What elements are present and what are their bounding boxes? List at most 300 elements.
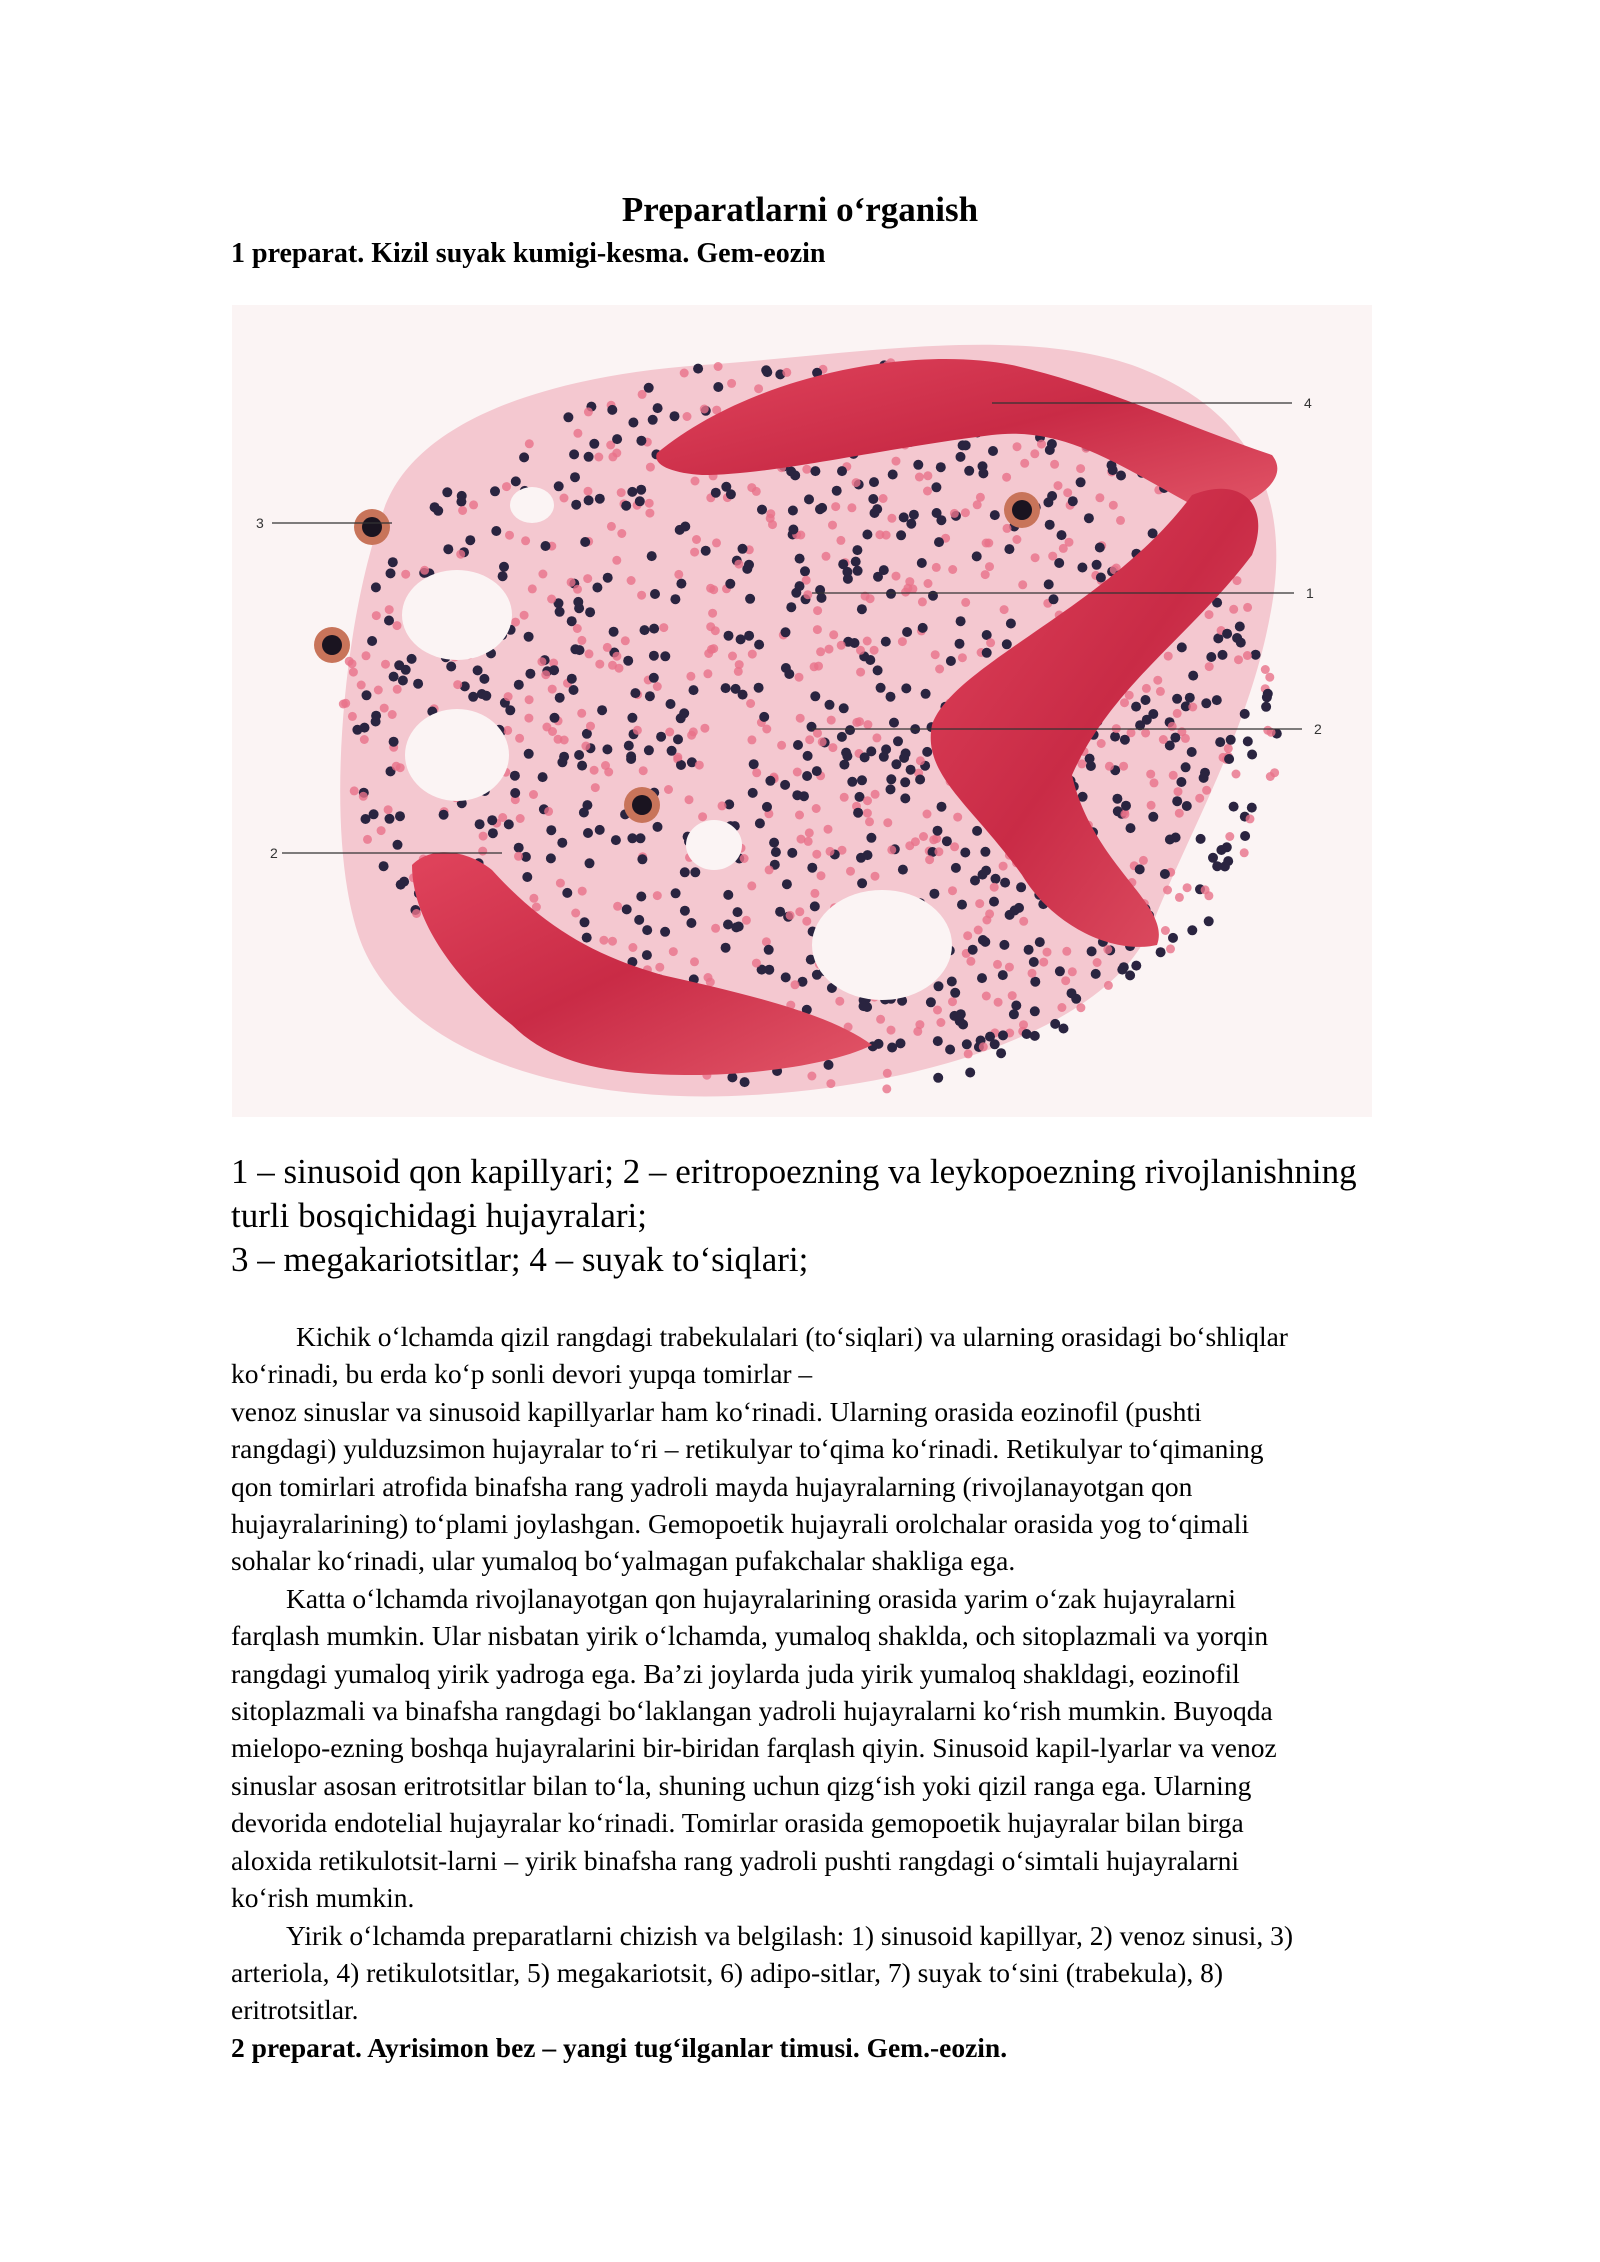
hematopoietic-cell bbox=[514, 843, 524, 853]
erythrocyte bbox=[584, 407, 593, 416]
erythrocyte bbox=[608, 937, 617, 946]
erythrocyte bbox=[691, 477, 700, 486]
hematopoietic-cell bbox=[1176, 777, 1186, 787]
hematopoietic-cell bbox=[570, 472, 580, 482]
hematopoietic-cell bbox=[481, 691, 491, 701]
erythrocyte bbox=[950, 509, 959, 518]
hematopoietic-cell bbox=[863, 850, 873, 860]
hematopoietic-cell bbox=[956, 1009, 966, 1019]
hematopoietic-cell bbox=[636, 485, 646, 495]
erythrocyte bbox=[544, 807, 553, 816]
hematopoietic-cell bbox=[673, 734, 683, 744]
erythrocyte bbox=[456, 550, 465, 559]
erythrocyte bbox=[1065, 538, 1074, 547]
hematopoietic-cell bbox=[582, 933, 592, 943]
erythrocyte bbox=[919, 832, 928, 841]
erythrocyte bbox=[525, 695, 534, 704]
erythrocyte bbox=[708, 609, 717, 618]
erythrocyte bbox=[835, 997, 844, 1006]
erythrocyte bbox=[502, 482, 511, 491]
erythrocyte bbox=[690, 957, 699, 966]
hematopoietic-cell bbox=[978, 461, 988, 471]
hematopoietic-cell bbox=[839, 703, 849, 713]
hematopoietic-cell bbox=[389, 737, 399, 747]
erythrocyte bbox=[1266, 772, 1275, 781]
hematopoietic-cell bbox=[862, 530, 872, 540]
erythrocyte bbox=[932, 563, 941, 572]
erythrocyte bbox=[687, 731, 696, 740]
erythrocyte bbox=[524, 714, 533, 723]
erythrocyte bbox=[976, 493, 985, 502]
hematopoietic-cell bbox=[980, 847, 990, 857]
hematopoietic-cell bbox=[754, 640, 764, 650]
hematopoietic-cell bbox=[787, 848, 797, 858]
erythrocyte bbox=[349, 668, 358, 677]
hematopoietic-cell bbox=[511, 476, 521, 486]
erythrocyte bbox=[979, 1042, 988, 1051]
hematopoietic-cell bbox=[575, 645, 585, 655]
erythrocyte bbox=[1119, 762, 1128, 771]
hematopoietic-cell bbox=[837, 732, 847, 742]
hematopoietic-cell bbox=[1030, 977, 1040, 987]
hematopoietic-cell bbox=[468, 692, 478, 702]
erythrocyte bbox=[734, 667, 743, 676]
erythrocyte bbox=[706, 584, 715, 593]
erythrocyte bbox=[680, 369, 689, 378]
erythrocyte bbox=[1147, 801, 1156, 810]
erythrocyte bbox=[856, 646, 865, 655]
text-line: mielopo-ezning boshqa hujayralarini bir-biridan farqlash qiyin. Sinusoid kapil-lyarlar va venoz bbox=[231, 1732, 1277, 1764]
hematopoietic-cell bbox=[1068, 496, 1078, 506]
hematopoietic-cell bbox=[998, 970, 1008, 980]
hematopoietic-cell bbox=[1141, 695, 1151, 705]
text-line: venoz sinuslar va sinusoid kapillyarlar ham ko‘rinadi. Ularning orasida eozinofil (pushti bbox=[231, 1395, 1202, 1427]
hematopoietic-cell bbox=[886, 784, 896, 794]
hematopoietic-cell bbox=[757, 505, 767, 515]
hematopoietic-cell bbox=[838, 559, 848, 569]
hematopoietic-cell bbox=[644, 383, 654, 393]
hematopoietic-cell bbox=[487, 815, 497, 825]
erythrocyte bbox=[795, 907, 804, 916]
erythrocyte bbox=[831, 502, 840, 511]
hematopoietic-cell bbox=[839, 760, 849, 770]
hematopoietic-cell bbox=[510, 788, 520, 798]
hematopoietic-cell bbox=[968, 945, 978, 955]
hematopoietic-cell bbox=[1092, 560, 1102, 570]
erythrocyte bbox=[1234, 655, 1243, 664]
erythrocyte bbox=[887, 1026, 896, 1035]
hematopoietic-cell bbox=[362, 690, 372, 700]
hematopoietic-cell bbox=[788, 506, 798, 516]
erythrocyte bbox=[669, 947, 678, 956]
hematopoietic-cell bbox=[713, 382, 723, 392]
erythrocyte bbox=[807, 1072, 816, 1081]
erythrocyte bbox=[1019, 1020, 1028, 1029]
erythrocyte bbox=[931, 650, 940, 659]
hematopoietic-cell bbox=[394, 660, 404, 670]
hematopoietic-cell bbox=[931, 482, 941, 492]
hematopoietic-cell bbox=[962, 1039, 972, 1049]
erythrocyte bbox=[700, 405, 709, 414]
hematopoietic-cell bbox=[488, 828, 498, 838]
hematopoietic-cell bbox=[721, 683, 731, 693]
erythrocyte bbox=[936, 1018, 945, 1027]
hematopoietic-cell bbox=[857, 878, 867, 888]
hematopoietic-cell bbox=[873, 665, 883, 675]
hematopoietic-cell bbox=[725, 579, 735, 589]
erythrocyte bbox=[478, 847, 487, 856]
hematopoietic-cell bbox=[744, 560, 754, 570]
erythrocyte bbox=[892, 572, 901, 581]
erythrocyte bbox=[782, 368, 791, 377]
hematopoietic-cell bbox=[745, 594, 755, 604]
erythrocyte bbox=[802, 465, 811, 474]
hematopoietic-cell bbox=[934, 537, 944, 547]
hematopoietic-cell bbox=[385, 814, 395, 824]
hematopoietic-cell bbox=[430, 502, 440, 512]
erythrocyte bbox=[607, 522, 616, 531]
hematopoietic-cell bbox=[824, 1060, 834, 1070]
erythrocyte bbox=[742, 916, 751, 925]
hematopoietic-cell bbox=[888, 470, 898, 480]
hematopoietic-cell bbox=[764, 945, 774, 955]
hematopoietic-cell bbox=[841, 748, 851, 758]
erythrocyte bbox=[1018, 580, 1027, 589]
erythrocyte bbox=[752, 959, 761, 968]
hematopoietic-cell bbox=[957, 900, 967, 910]
erythrocyte bbox=[747, 483, 756, 492]
hematopoietic-cell bbox=[1240, 709, 1250, 719]
erythrocyte bbox=[982, 992, 991, 1001]
erythrocyte bbox=[1243, 603, 1252, 612]
hematopoietic-cell bbox=[498, 571, 508, 581]
hematopoietic-cell bbox=[721, 943, 731, 953]
erythrocyte bbox=[469, 500, 478, 509]
erythrocyte bbox=[727, 379, 736, 388]
erythrocyte bbox=[1183, 883, 1192, 892]
text-line: qon tomirlari atrofida binafsha rang yadroli mayda hujayralarning (rivojlanayotgan qon bbox=[231, 1470, 1193, 1502]
erythrocyte bbox=[924, 579, 933, 588]
hematopoietic-cell bbox=[736, 634, 746, 644]
erythrocyte bbox=[1127, 728, 1136, 737]
megakaryocyte-nucleus bbox=[1012, 500, 1032, 520]
erythrocyte bbox=[882, 1084, 891, 1093]
hematopoietic-cell bbox=[990, 1039, 1000, 1049]
hematopoietic-cell bbox=[626, 751, 636, 761]
erythrocyte bbox=[401, 570, 410, 579]
erythrocyte bbox=[1068, 967, 1077, 976]
hematopoietic-cell bbox=[1235, 622, 1245, 632]
erythrocyte bbox=[686, 672, 695, 681]
hematopoietic-cell bbox=[886, 589, 896, 599]
hematopoietic-cell bbox=[446, 662, 456, 672]
hematopoietic-cell bbox=[546, 853, 556, 863]
hematopoietic-cell bbox=[771, 847, 781, 857]
erythrocyte bbox=[855, 717, 864, 726]
hematopoietic-cell bbox=[1201, 698, 1211, 708]
erythrocyte bbox=[1020, 459, 1029, 468]
hematopoietic-cell bbox=[686, 918, 696, 928]
erythrocyte bbox=[826, 847, 835, 856]
hematopoietic-cell bbox=[837, 466, 847, 476]
erythrocyte bbox=[863, 637, 872, 646]
erythrocyte bbox=[718, 801, 727, 810]
erythrocyte bbox=[396, 763, 405, 772]
erythrocyte bbox=[613, 902, 622, 911]
hematopoietic-cell bbox=[546, 825, 556, 835]
hematopoietic-cell bbox=[1009, 1009, 1019, 1019]
erythrocyte bbox=[577, 709, 586, 718]
erythrocyte bbox=[822, 552, 831, 561]
erythrocyte bbox=[825, 645, 834, 654]
erythrocyte bbox=[1030, 449, 1039, 458]
hematopoietic-cell bbox=[612, 434, 622, 444]
erythrocyte bbox=[856, 668, 865, 677]
hematopoietic-cell bbox=[891, 759, 901, 769]
hematopoietic-cell bbox=[1218, 650, 1228, 660]
erythrocyte bbox=[863, 796, 872, 805]
erythrocyte bbox=[754, 384, 763, 393]
hematopoietic-cell bbox=[395, 811, 405, 821]
hematopoietic-cell bbox=[740, 1077, 750, 1087]
erythrocyte bbox=[915, 473, 924, 482]
erythrocyte bbox=[520, 611, 529, 620]
erythrocyte bbox=[612, 449, 621, 458]
hematopoietic-cell bbox=[942, 836, 952, 846]
hematopoietic-cell bbox=[1177, 642, 1187, 652]
hematopoietic-cell bbox=[748, 788, 758, 798]
erythrocyte bbox=[740, 854, 749, 863]
erythrocyte bbox=[615, 664, 624, 673]
text-line: sitoplazmali va binafsha rangdagi bo‘laklangan yadroli hujayralarni ko‘rish mumkin. Buyoqda bbox=[231, 1695, 1273, 1727]
hematopoietic-cell bbox=[660, 927, 670, 937]
hematopoietic-cell bbox=[670, 594, 680, 604]
hematopoietic-cell bbox=[555, 607, 565, 617]
erythrocyte bbox=[360, 735, 369, 744]
erythrocyte bbox=[1003, 524, 1012, 533]
hematopoietic-cell bbox=[398, 676, 408, 686]
hematopoietic-cell bbox=[1057, 530, 1067, 540]
page-title: Preparatlarni o‘rganish bbox=[621, 190, 979, 229]
hematopoietic-cell bbox=[906, 765, 916, 775]
erythrocyte bbox=[795, 811, 804, 820]
erythrocyte bbox=[1174, 787, 1183, 796]
hematopoietic-cell bbox=[900, 793, 910, 803]
erythrocyte bbox=[1188, 703, 1197, 712]
paragraph-low-magnification bbox=[231, 1318, 1491, 1580]
hematopoietic-cell bbox=[1085, 754, 1095, 764]
hematopoietic-cell bbox=[765, 776, 775, 786]
hematopoietic-cell bbox=[379, 861, 389, 871]
erythrocyte bbox=[541, 670, 550, 679]
paragraph-high-magnification bbox=[231, 1580, 1491, 1917]
erythrocyte bbox=[734, 560, 743, 569]
hematopoietic-cell bbox=[1226, 735, 1236, 745]
erythrocyte bbox=[577, 636, 586, 645]
erythrocyte bbox=[796, 714, 805, 723]
erythrocyte bbox=[975, 899, 984, 908]
hematopoietic-cell bbox=[956, 452, 966, 462]
erythrocyte bbox=[846, 867, 855, 876]
hematopoietic-cell bbox=[1117, 965, 1127, 975]
hematopoietic-cell bbox=[1165, 835, 1175, 845]
hematopoietic-cell bbox=[563, 412, 573, 422]
hematopoietic-cell bbox=[1212, 861, 1222, 871]
hematopoietic-cell bbox=[583, 828, 593, 838]
erythrocyte bbox=[712, 538, 721, 547]
hematopoietic-cell bbox=[371, 711, 381, 721]
hematopoietic-cell bbox=[624, 741, 634, 751]
erythrocyte bbox=[871, 790, 880, 799]
hematopoietic-cell bbox=[762, 802, 772, 812]
hematopoietic-cell bbox=[1222, 629, 1232, 639]
hematopoietic-cell bbox=[845, 725, 855, 735]
hematopoietic-cell bbox=[541, 541, 551, 551]
hematopoietic-cell bbox=[524, 632, 534, 642]
text-line: Kichik o‘lchamda qizil rangdagi trabekulalari (to‘siqlari) va ularning orasidagi bo‘shliqlar bbox=[296, 1321, 1288, 1352]
erythrocyte bbox=[479, 832, 488, 841]
hematopoietic-cell bbox=[810, 691, 820, 701]
hematopoietic-cell bbox=[371, 582, 381, 592]
erythrocyte bbox=[655, 963, 664, 972]
figure-label-2-left: 2 bbox=[270, 845, 278, 861]
hematopoietic-cell bbox=[723, 890, 733, 900]
erythrocyte bbox=[1008, 991, 1017, 1000]
erythrocyte bbox=[1166, 944, 1175, 953]
hematopoietic-cell bbox=[667, 746, 677, 756]
erythrocyte bbox=[350, 786, 359, 795]
erythrocyte bbox=[1181, 734, 1190, 743]
hematopoietic-cell bbox=[795, 581, 805, 591]
hematopoietic-cell bbox=[1251, 650, 1261, 660]
hematopoietic-cell bbox=[442, 487, 452, 497]
hematopoietic-cell bbox=[585, 607, 595, 617]
hematopoietic-cell bbox=[810, 901, 820, 911]
hematopoietic-cell bbox=[947, 977, 957, 987]
erythrocyte bbox=[685, 795, 694, 804]
hematopoietic-cell bbox=[906, 519, 916, 529]
erythrocyte bbox=[586, 722, 595, 731]
hematopoietic-cell bbox=[886, 774, 896, 784]
erythrocyte bbox=[528, 584, 537, 593]
erythrocyte bbox=[1163, 886, 1172, 895]
erythrocyte bbox=[393, 685, 402, 694]
hematopoietic-cell bbox=[965, 1068, 975, 1078]
hematopoietic-cell bbox=[584, 495, 594, 505]
erythrocyte bbox=[918, 597, 927, 606]
erythrocyte bbox=[828, 743, 837, 752]
hematopoietic-cell bbox=[711, 488, 721, 498]
caption-line: 1 – sinusoid qon kapillyari; 2 – eritropoezning va leykopoezning rivojlanishning bbox=[231, 1152, 1357, 1191]
erythrocyte bbox=[1031, 553, 1040, 562]
hematopoietic-cell bbox=[901, 683, 911, 693]
erythrocyte bbox=[805, 735, 814, 744]
hematopoietic-cell bbox=[1002, 639, 1012, 649]
hematopoietic-cell bbox=[642, 950, 652, 960]
hematopoietic-cell bbox=[1212, 695, 1222, 705]
hematopoietic-cell bbox=[577, 761, 587, 771]
hematopoietic-cell bbox=[352, 725, 362, 735]
erythrocyte bbox=[1076, 464, 1085, 473]
hematopoietic-cell bbox=[744, 631, 754, 641]
hematopoietic-cell bbox=[1049, 594, 1059, 604]
hematopoietic-cell bbox=[781, 663, 791, 673]
erythrocyte bbox=[852, 478, 861, 487]
hematopoietic-cell bbox=[680, 522, 690, 532]
hematopoietic-cell bbox=[389, 672, 399, 682]
hematopoietic-cell bbox=[1224, 754, 1234, 764]
erythrocyte bbox=[826, 1079, 835, 1088]
erythrocyte bbox=[1205, 662, 1214, 671]
hematopoietic-cell bbox=[386, 568, 396, 578]
erythrocyte bbox=[1142, 684, 1151, 693]
hematopoietic-cell bbox=[393, 840, 403, 850]
hematopoietic-cell bbox=[671, 888, 681, 898]
erythrocyte bbox=[1037, 440, 1046, 449]
hematopoietic-cell bbox=[958, 1020, 968, 1030]
hematopoietic-cell bbox=[647, 551, 657, 561]
hematopoietic-cell bbox=[1160, 869, 1170, 879]
hematopoietic-cell bbox=[569, 449, 579, 459]
erythrocyte bbox=[458, 506, 467, 515]
hematopoietic-cell bbox=[928, 591, 938, 601]
erythrocyte bbox=[627, 576, 636, 585]
erythrocyte bbox=[875, 530, 884, 539]
hematopoietic-cell bbox=[1168, 933, 1178, 943]
erythrocyte bbox=[1039, 958, 1048, 967]
hematopoietic-cell bbox=[951, 863, 961, 873]
hematopoietic-cell bbox=[679, 708, 689, 718]
erythrocyte bbox=[925, 855, 934, 864]
hematopoietic-cell bbox=[802, 771, 812, 781]
erythrocyte bbox=[1116, 516, 1125, 525]
erythrocyte bbox=[646, 463, 655, 472]
hematopoietic-cell bbox=[602, 744, 612, 754]
hematopoietic-cell bbox=[792, 790, 802, 800]
hematopoietic-cell bbox=[701, 546, 711, 556]
hematopoietic-cell bbox=[955, 639, 965, 649]
hematopoietic-cell bbox=[812, 766, 822, 776]
hematopoietic-cell bbox=[1196, 834, 1206, 844]
erythrocyte bbox=[554, 735, 563, 744]
erythrocyte bbox=[503, 726, 512, 735]
erythrocyte bbox=[674, 570, 683, 579]
erythrocyte bbox=[637, 591, 646, 600]
hematopoietic-cell bbox=[1000, 878, 1010, 888]
erythrocyte bbox=[1057, 1003, 1066, 1012]
erythrocyte bbox=[898, 637, 907, 646]
hematopoietic-cell bbox=[603, 573, 613, 583]
erythrocyte bbox=[814, 662, 823, 671]
hematopoietic-cell bbox=[465, 535, 475, 545]
hematopoietic-cell bbox=[754, 683, 764, 693]
figure-label-3: 3 bbox=[256, 515, 264, 531]
hematopoietic-cell bbox=[738, 690, 748, 700]
erythrocyte bbox=[934, 847, 943, 856]
figure-caption bbox=[231, 1150, 1491, 1282]
hematopoietic-cell bbox=[1005, 910, 1015, 920]
text-line: ko‘rinadi, bu erda ko‘p sonli devori yupqa tomirlar – bbox=[231, 1358, 813, 1390]
hematopoietic-cell bbox=[573, 597, 583, 607]
hematopoietic-cell bbox=[510, 771, 520, 781]
erythrocyte bbox=[836, 536, 845, 545]
erythrocyte bbox=[812, 850, 821, 859]
hematopoietic-cell bbox=[1216, 845, 1226, 855]
hematopoietic-cell bbox=[1181, 762, 1191, 772]
hematopoietic-cell bbox=[660, 651, 670, 661]
text-line: sohalar ko‘rinadi, ular yumaloq bo‘yalmagan pufakchalar shakliga ega. bbox=[231, 1545, 1016, 1577]
hematopoietic-cell bbox=[680, 906, 690, 916]
